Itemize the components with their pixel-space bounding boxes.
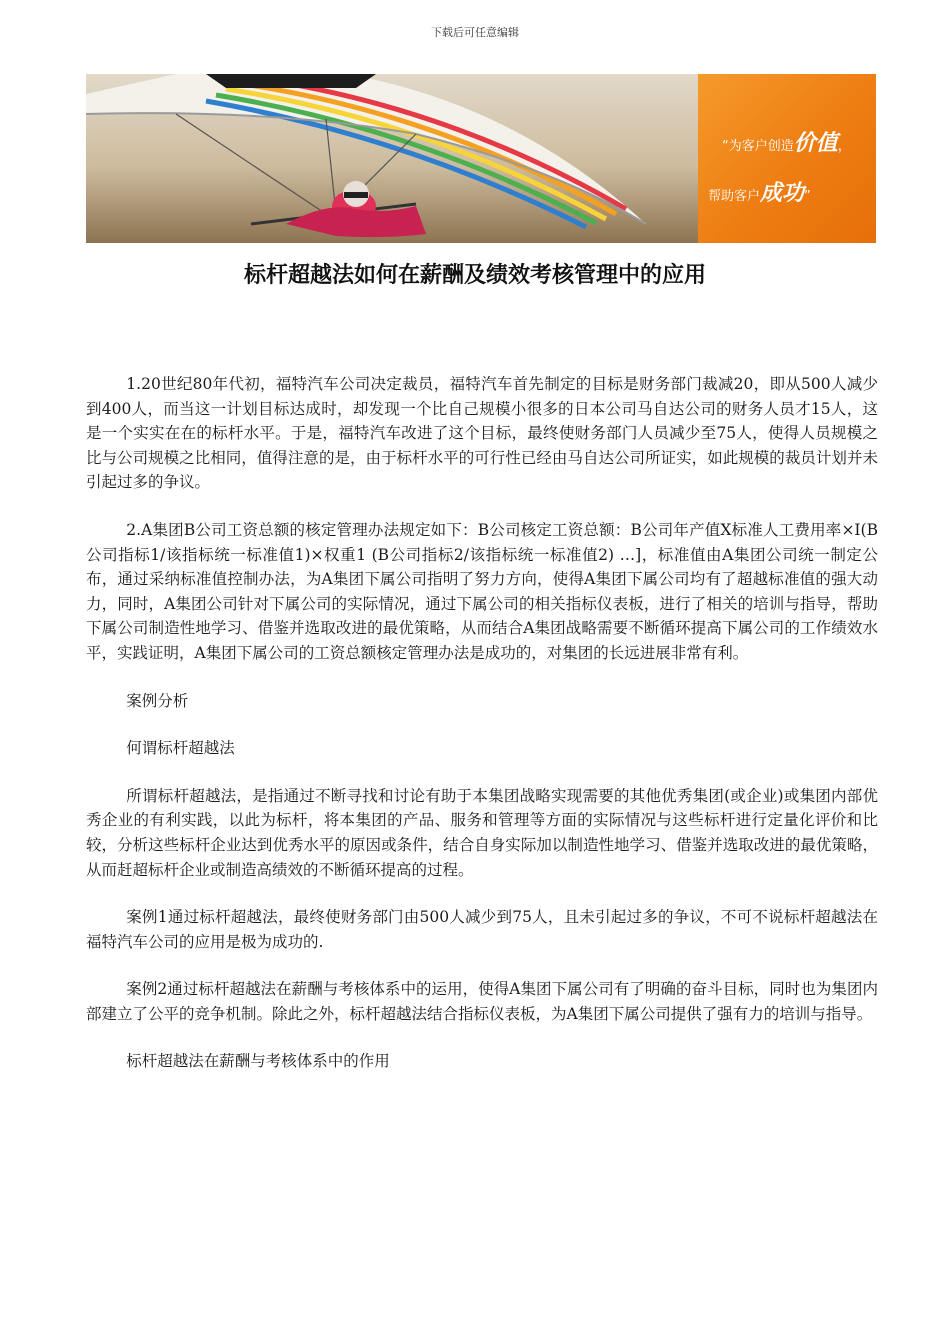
hang-glider-illustration	[86, 74, 698, 243]
header-note: 下载后可任意编辑	[431, 26, 519, 39]
slogan-line-2	[708, 176, 811, 207]
paragraph-1: 1.20世纪80年代初，福特汽车公司决定裁员，福特汽车首先制定的目标是财务部门裁减20，即从500人减少到400人，而当这一计划目标达成时，却发现一个比自己规模小很多的日本公司马自达公司的财务人员才15人，这是一个实实在在的标杆水平。于是，福特汽车改进了这个目标，最终使财务部门人员减少至75人，使得人员规模之比与公司规模之比相同，值得注意的是，由于标杆水平的可行性已经由马自达公司所证实，如此规模的裁员计划并未引起过多的争议。	[86, 375, 878, 492]
slogan-line-2-pre: 帮助客户	[708, 189, 761, 204]
hang-glider-photo	[86, 74, 698, 243]
slogan-line-1-big: 价值	[793, 131, 838, 156]
paragraph-case-1: 案例1通过标杆超越法，最终使财务部门由500人减少到75人，且未引起过多的争议，不可不说标杆超越法在福特汽车公司的应用是极为成功的.	[86, 908, 878, 951]
slogan-line-2-big: 成功	[760, 181, 805, 206]
paragraph-definition: 所谓标杆超越法，是指通过不断寻找和讨论有助于本集团战略实现需要的其他优秀集团(或企业)或集团内部优秀企业的有利实践，以此为标杆，将本集团的产品、服务和管理等方面的实际情况与这些标杆进行定量化评价和比较，分析这些标杆企业达到优秀水平的原因或条件，结合自身实际加以制造性地学习、借鉴并选取改进的最优策略，从而赶超标杆企业或制造高绩效的不断循环提高的过程。	[86, 786, 878, 879]
slogan-line-1	[722, 126, 851, 157]
heading-case-analysis: 案例分析	[126, 691, 189, 710]
slogan-line-2-post: ”	[804, 189, 811, 204]
heading-role: 标杆超越法在薪酬与考核体系中的作用	[126, 1052, 390, 1071]
slogan-line-1-pre: “为客户创造	[722, 139, 794, 154]
slogan-panel	[698, 74, 876, 243]
document-body	[86, 372, 878, 1097]
slogan-line-1-post: ，	[837, 139, 851, 154]
heading-what-is-benchmarking: 何谓标杆超越法	[126, 739, 235, 758]
banner	[86, 74, 876, 243]
paragraph-case-2: 案例2通过标杆超越法在薪酬与考核体系中的运用，使得A集团下属公司有了明确的奋斗目标，同时也为集团内部建立了公平的竞争机制。除此之外，标杆超越法结合指标仪表板，为A集团下属公司提供了强有力的培训与指导。	[86, 980, 878, 1023]
paragraph-2: 2.A集团B公司工资总额的核定管理办法规定如下：B公司核定工资总额：B公司年产值X标准人工费用率×I(B公司指标1/该指标统一标准值1)×权重1 (B公司指标2/该指标统一标准值2) …]，标准值由A集团公司统一制定公布，通过采纳标准值控制办法，为A集团下属公司指明了努力方向，使得A集团下属公司均有了超越标准值的强大动力，同时，A集团公司针对下属公司的实际情况，通过下属公司的相关指标仪表板，进行了相关的培训与指导，帮助下属公司制造性地学习、借鉴并选取改进的最优策略，从而结合A集团战略需要不断循环提高下属公司的工作绩效水平，实践证明，A集团下属公司的工资总额核定管理办法是成功的，对集团的长远进展非常有利。	[86, 520, 878, 662]
document-title: 标杆超越法如何在薪酬及绩效考核管理中的应用	[243, 263, 706, 288]
